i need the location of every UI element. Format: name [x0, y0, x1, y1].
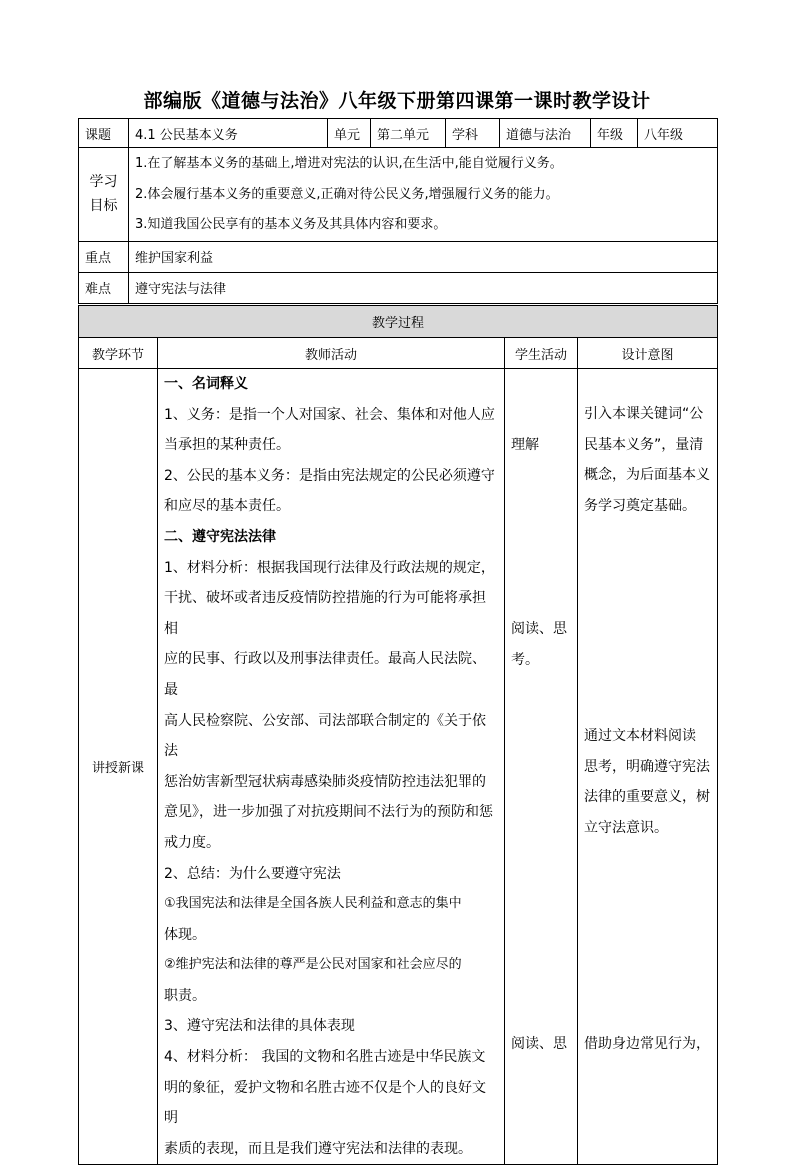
column-header-student: 学生活动	[505, 338, 578, 369]
student-activity: 阅读、思	[511, 1036, 567, 1052]
text-line: 戒力度。	[164, 834, 220, 851]
text-line: 当承担的某种责任。	[164, 437, 290, 454]
key-point-label: 重点	[79, 241, 129, 272]
design-intent-2: 通过文本材料阅读 思考，明确遵守宪法 法律的重要意义，树 立守法意识。	[584, 728, 710, 836]
text-line: 4、材料分析： 我国的文物和名胜古迹是中华民族文	[164, 1049, 486, 1066]
text-line: 明的象征，爱护文物和名胜古迹不仅是个人的良好文明	[164, 1079, 486, 1127]
student-activity: 阅读、思	[511, 621, 567, 637]
objectives-label: 学习目标	[79, 148, 129, 242]
design-intent-3: 借助身边常见行为，	[584, 1036, 710, 1052]
difficulty-value: 遵守宪法与法律	[129, 272, 718, 303]
text-line: 1、材料分析：根据我国现行法律及行政法规的规定，	[164, 559, 495, 576]
text-line: 2、公民的基本义务：是指由宪法规定的公民必须遵守	[164, 467, 495, 484]
text-line: 职责。	[164, 987, 206, 1004]
grade-value: 八年级	[638, 119, 718, 148]
lesson-info-table	[78, 118, 718, 304]
topic-value: 4.1 公民基本义务	[129, 119, 328, 148]
text-line: 和应尽的基本责任。	[164, 498, 290, 515]
teacher-activity-cell	[158, 369, 505, 1165]
key-point-value: 维护国家利益	[129, 241, 718, 272]
text-line: ②维护宪法和法律的尊严是公民对国家和社会应尽的	[164, 957, 462, 973]
objectives-cell	[129, 148, 718, 242]
student-activity-cell	[505, 369, 578, 1165]
difficulty-label: 难点	[79, 272, 129, 303]
text-line: 意见》，进一步加强了对抗疫期间不法行为的预防和惩	[164, 804, 493, 821]
column-header-stage: 教学环节	[79, 338, 158, 369]
text-line: 干扰、破坏或者违反疫情防控措施的行为可能将承担相	[164, 590, 486, 637]
design-intent-1: 引入本课关键词“公 民基本义务”，量清 概念，为后面基本义 务学习奠定基础。	[584, 406, 710, 514]
column-header-intent: 设计意图	[578, 338, 718, 369]
unit-value: 第二单元	[371, 119, 446, 148]
text-line: 3、遵守宪法和法律的具体表现	[164, 1018, 355, 1035]
text-line: 高人民检察院、公安部、司法部联合制定的《关于依法	[164, 712, 486, 760]
section-heading: 二、遵守宪法法律	[164, 528, 276, 545]
grade-label: 年级	[591, 119, 638, 148]
unit-label: 单元	[328, 119, 371, 148]
topic-label: 课题	[79, 119, 129, 148]
process-table	[78, 305, 718, 1165]
objective-item: 1.在了解基本义务的基础上,增进对宪法的认识,在生活中,能自觉履行义务。	[135, 156, 563, 171]
objective-item: 3.知道我国公民享有的基本义务及其具体内容和要求。	[135, 217, 447, 232]
subject-value: 道德与法治	[500, 119, 591, 148]
text-line: 2、总结：为什么要遵守宪法	[164, 865, 341, 882]
text-line: 体现。	[164, 926, 206, 943]
text-line: 1、义务：是指一个人对国家、社会、集体和对他人应	[164, 406, 495, 423]
subject-label: 学科	[446, 119, 500, 148]
section-heading: 一、名词释义	[164, 376, 248, 392]
page-title: 部编版《道德与法治》八年级下册第四课第一课时教学设计	[143, 90, 651, 112]
text-line: 惩治妨害新型冠状病毒感染肺炎疫情防控违法犯罪的	[164, 773, 486, 790]
column-header-teacher: 教师活动	[158, 338, 505, 369]
design-intent-cell	[578, 369, 718, 1165]
stage-cell: 讲授新课	[79, 369, 158, 1165]
student-activity: 考。	[511, 652, 539, 668]
process-header: 教学过程	[79, 306, 718, 338]
student-activity: 理解	[511, 437, 539, 453]
text-line: 素质的表现，而且是我们遵守宪法和法律的表现。	[164, 1140, 472, 1157]
objective-item: 2.体会履行基本义务的重要意义,正确对待公民义务,增强履行义务的能力。	[135, 186, 559, 202]
text-line: ①我国宪法和法律是全国各族人民利益和意志的集中	[164, 896, 462, 912]
text-line: 应的民事、行政以及刑事法律责任。最高人民法院、最	[164, 651, 486, 698]
